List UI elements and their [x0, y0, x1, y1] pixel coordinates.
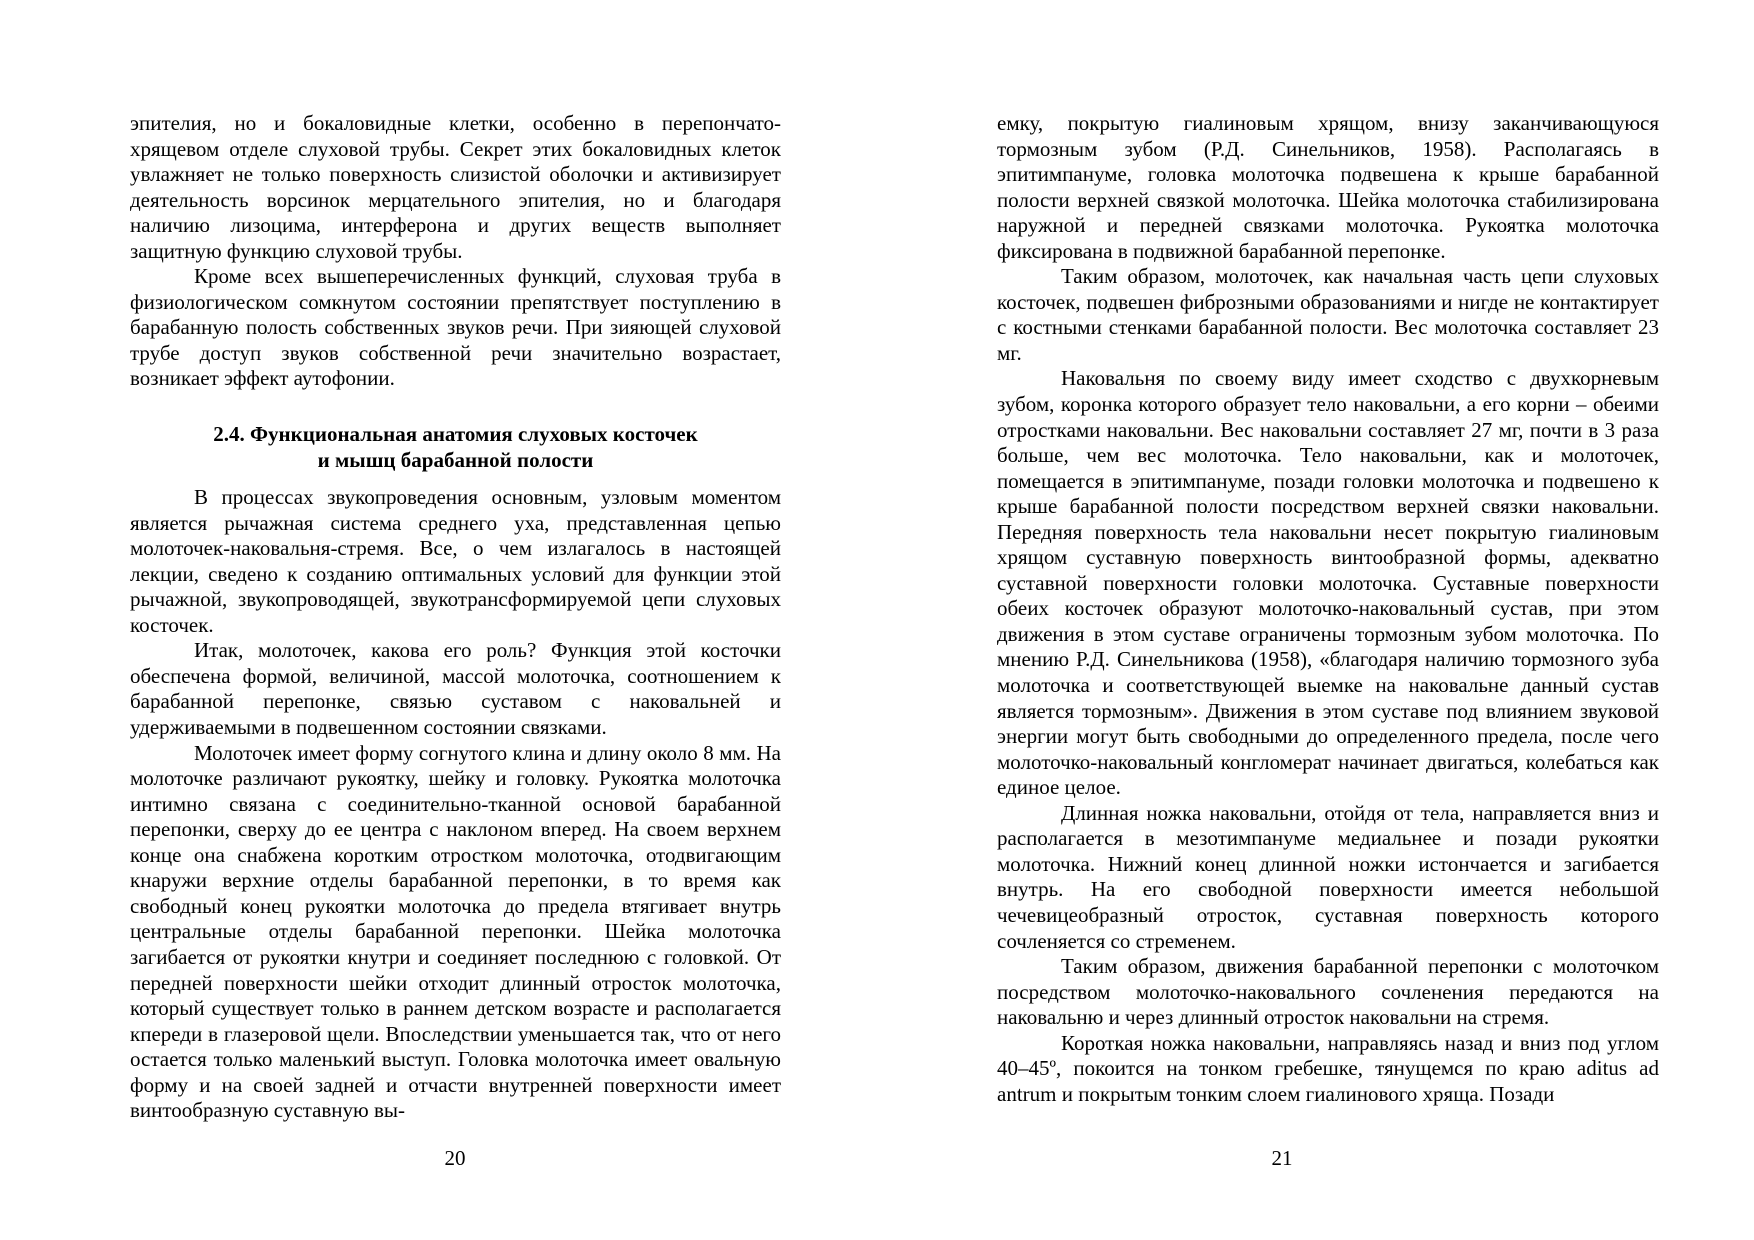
- paragraph: Итак, молоточек, какова его роль? Функция этой косточки обеспечена формой, величиной, массой молоточка, соотношением к барабанной перепонке, связью суставом с наковальней и удерживаемыми в подвешенном состоянии связками.: [130, 638, 781, 740]
- right-page: [877, 0, 1754, 1240]
- paragraph: эпителия, но и бокаловидные клетки, особенно в перепончато-хрящевом отделе слуховой трубы. Секрет этих бокаловидных клеток увлажняет не только поверхность слизистой оболочки и активизирует деятельность ворсинок мерцательного эпителия, но и благодаря наличию лизоцима, интерферона и других веществ выполняет защитную функцию слуховой трубы.: [130, 111, 781, 263]
- paragraph: емку, покрытую гиалиновым хрящом, внизу заканчивающуюся тормозным зубом (Р.Д. Синельников, 1958). Располагаясь в эпитимпануме, головка молоточка подвешена к крыше барабанной полости верхней связкой молоточка. Шейка молоточка стабилизирована наружной и передней связками молоточка. Рукоятка молоточка фиксирована в подвижной барабанной перепонке.: [997, 111, 1659, 263]
- section-title: [130, 422, 781, 473]
- paragraph: Молоточек имеет форму согнутого клина и длину около 8 мм. На молоточке различают рукоятку, шейку и головку. Рукоятка молоточка интимно связана с соединительно-тканной основой барабанной перепонки, сверху до ее центра с наклоном вперед. На своем верхнем конце она снабжена коротким отростком молоточка, отодвигающим кнаружи верхние отделы барабанной перепонки, в то время как свободный конец рукоятки молоточка до предела втягивает внутрь центральные отделы барабанной перепонки. Шейка молоточка загибается от рукоятки кнутри и соединяет последнюю с головкой. От передней поверхности шейки отходит длинный отросток молоточка, который существует только в раннем детском возрасте и располагается кпереди в глазеровой щели. Впоследствии уменьшается так, что от него остается только маленький выступ. Головка молоточка имеет овальную форму и на своей задней и отчасти внутренней поверхности имеет винтообразную суставную вы-: [130, 740, 781, 1123]
- page-number: 21: [1271, 1146, 1293, 1170]
- paragraph: Таким образом, движения барабанной перепонки с молоточком посредством молоточко-наковального сочленения передаются на наковальню и через длинный отросток наковальни на стремя.: [997, 954, 1659, 1030]
- paragraph: Длинная ножка наковальни, отойдя от тела, направляется вниз и располагается в мезотимпануме медиальнее и позади рукоятки молоточка. Нижний конец длинной ножки истончается и загибается внутрь. На его свободной поверхности имеется небольшой чечевицеобразный отросток, суставная поверхность которого сочленяется со стременем.: [997, 800, 1659, 953]
- paragraph: Наковальня по своему виду имеет сходство с двухкорневым зубом, коронка которого образует тело наковальни, а его корни – обеими отростками наковальни. Вес наковальни составляет 27 мг, почти в 3 раза больше, чем вес молоточка. Тело наковальни, как и молоточек, помещается в эпитимпануме, позади головки молоточка и подвешено к крыше барабанной полости посредством верхней связки наковальни. Передняя поверхность тела наковальни несет покрытую гиалиновым хрящом суставную поверхность винтообразной формы, адекватно суставной поверхности головки молоточка. Суставные поверхности обеих косточек образуют молоточко-наковальный сустав, при этом движения в этом суставе ограничены тормозным зубом молоточка. По мнению Р.Д. Синельникова (1958), «благодаря наличию тормозного зуба молоточка и соответствующей выемке на наковальне данный сустав является тормозным». Движения в этом суставе под влиянием звуковой энергии могут быть свободными до определенного предела, после чего молоточко-наковальный конгломерат начинает двигаться, колебаться как единое целое.: [997, 366, 1659, 800]
- paragraph: Короткая ножка наковальни, направляясь назад и вниз под углом 40–45º, покоится на тонком гребешке, тянущемся по краю aditus ad antrum и покрытым тонким слоем гиалинового хряща. Позади: [997, 1030, 1659, 1106]
- left-page-text: [130, 111, 781, 1124]
- paragraph: Таким образом, молоточек, как начальная часть цепи слуховых косточек, подвешен фиброзными образованиями и нигде не контактирует с костными стенками барабанной полости. Вес молоточка составляет 23 мг.: [997, 264, 1659, 365]
- paragraph: В процессах звукопроведения основным, узловым моментом является рычажная система среднего уха, представленная цепью молоточек-наковальня-стремя. Все, о чем излагалось в настоящей лекции, сведено к созданию оптимальных условий для функции этой рычажной, звукопроводящей, звукотрансформируемой цепи слуховых косточек.: [130, 485, 781, 637]
- section-title-line: и мышц барабанной полости: [317, 447, 594, 472]
- section-title-line: 2.4. Функциональная анатомия слуховых косточек: [213, 422, 698, 447]
- paragraph: Кроме всех вышеперечисленных функций, слуховая труба в физиологическом сомкнутом состоянии препятствует поступлению в барабанную полость собственных звуков речи. При зияющей слуховой трубе доступ звуков собственной речи значительно возрастает, возникает эффект аутофонии.: [130, 264, 781, 391]
- page-number: 20: [444, 1146, 466, 1170]
- right-page-text: [997, 111, 1659, 1107]
